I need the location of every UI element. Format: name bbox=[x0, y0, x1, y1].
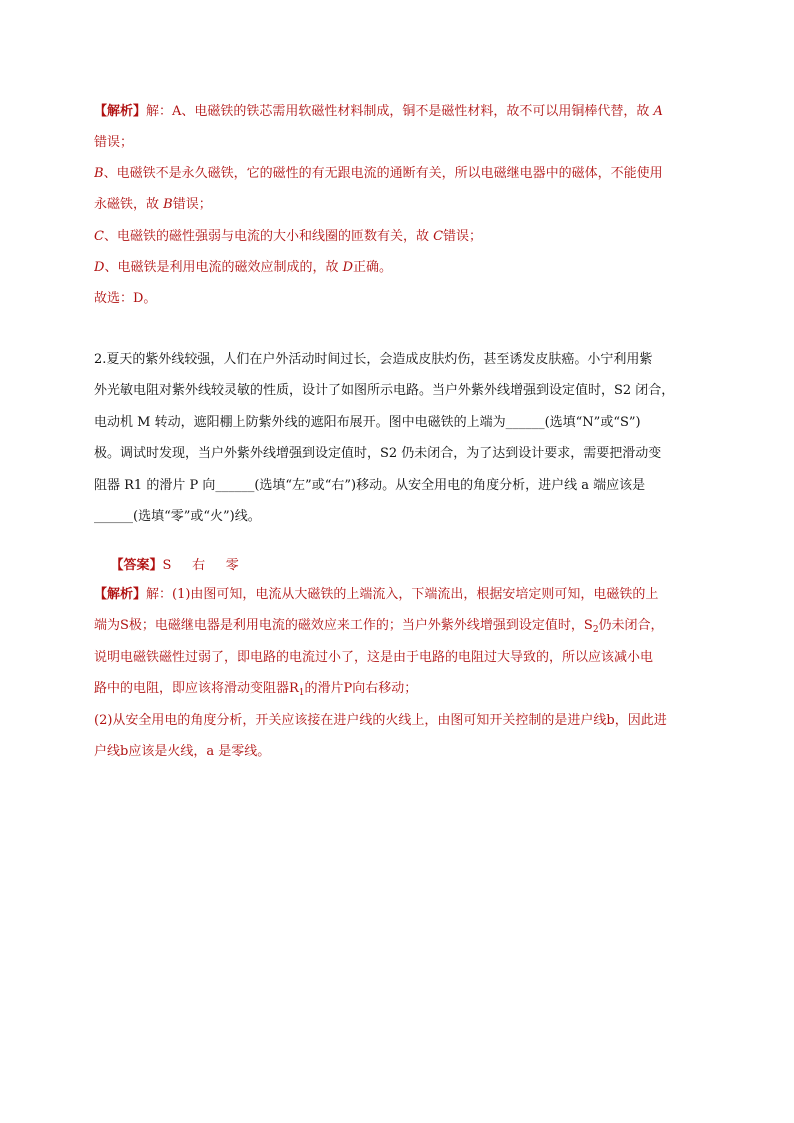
analysis1-line-4 bbox=[94, 196, 704, 214]
option-letter: A bbox=[653, 104, 663, 119]
question2-line-6: ______(选填“零”或“火”)线。 bbox=[94, 509, 261, 524]
analysis2-line-6: 户线b应该是火线，a 是零线。 bbox=[94, 744, 271, 759]
analysis2-text: 路中的电阻，即应该将滑动变阻器R bbox=[94, 681, 299, 696]
analysis1-text: 错误； bbox=[443, 229, 483, 244]
answer-tag: 【答案】 bbox=[110, 558, 163, 573]
option-letter: B bbox=[94, 166, 104, 181]
analysis1-line-2: 错误； bbox=[94, 135, 134, 150]
analysis2-text: 端为S极；电磁继电器是利用电流的磁效应来工作的；当户外紫外线增强到设定值时，S bbox=[94, 618, 593, 633]
question2-line-2: 外光敏电阻对紫外线较灵敏的性质，设计了如图所示电路。当户外紫外线增强到设定值时，S2 闭合， bbox=[94, 383, 675, 398]
analysis2-line-5: (2)从安全用电的角度分析，开关应该接在进户线的火线上，由图可知开关控制的是进户线b，因此进 bbox=[94, 713, 667, 728]
analysis1-text: 永磁铁，故 bbox=[94, 197, 164, 212]
option-letter: B bbox=[163, 197, 173, 212]
analysis2-line-3: 说明电磁铁磁性过弱了，即电路的电流过小了，这是由于电路的电阻过大导致的，所以应该减小电 bbox=[94, 650, 654, 665]
analysis1-text-a: 解：A、电磁铁的铁芯需用软磁性材料制成，铜不是磁性材料，故不可以用铜棒代替，故 bbox=[146, 104, 654, 119]
subscript: 1 bbox=[298, 688, 305, 698]
analysis-tag: 【解析】 bbox=[94, 104, 147, 119]
option-letter: D bbox=[342, 260, 354, 275]
question2-line-3: 电动机 M 转动，遮阳棚上防紫外线的遮阳布展开。图中电磁铁的上端为______(选填“N”或“S”) bbox=[94, 415, 641, 430]
analysis1-conclusion: 故选：D。 bbox=[94, 291, 157, 306]
analysis1-line-6 bbox=[94, 259, 704, 277]
analysis1-text: 、电磁铁的磁性强弱与电流的大小和线圈的匝数有关，故 bbox=[103, 229, 434, 244]
analysis2-text: 解：(1)由图可知，电流从大磁铁的上端流入，下端流出，根据安培定则可知，电磁铁的上 bbox=[146, 587, 659, 602]
answer-text: S 右 零 bbox=[162, 558, 239, 573]
option-letter: D bbox=[94, 260, 105, 275]
question2-line-4: 极。调试时发现，当户外紫外线增强到设定值时，S2 仍未闭合，为了达到设计要求，需要把滑动变 bbox=[94, 446, 662, 461]
analysis1-text: 错误； bbox=[172, 197, 212, 212]
option-letter: C bbox=[94, 229, 104, 244]
analysis-tag: 【解析】 bbox=[94, 587, 147, 602]
answer-line bbox=[94, 539, 704, 593]
analysis2-line-4 bbox=[94, 680, 704, 702]
analysis2-line-2 bbox=[94, 617, 704, 639]
question2-line-5: 阻器 R1 的滑片 P 向______(选填“左”或“右”)移动。从安全用电的角度分析，进户线 a 端应该是 bbox=[94, 478, 646, 493]
analysis2-line-1 bbox=[94, 586, 704, 604]
analysis1-line-5 bbox=[94, 228, 704, 246]
analysis1-text: 正确。 bbox=[353, 260, 393, 275]
analysis2-text: 仍未闭合， bbox=[598, 618, 664, 633]
analysis2-text: 的滑片P向右移动； bbox=[304, 681, 418, 696]
analysis1-text: 、电磁铁不是永久磁铁，它的磁性的有无跟电流的通断有关，所以电磁继电器中的磁体，不能使用 bbox=[103, 166, 663, 181]
question2-line-1: 2.夏天的紫外线较强，人们在户外活动时间过长，会造成皮肤灼伤，甚至诱发皮肤癌。小宁利用紫 bbox=[94, 352, 653, 367]
analysis1-line-3 bbox=[94, 165, 704, 183]
analysis1-line-1 bbox=[94, 103, 704, 121]
subscript: 2 bbox=[592, 625, 599, 635]
option-letter: C bbox=[433, 229, 444, 244]
analysis1-text: 、电磁铁是利用电流的磁效应制成的，故 bbox=[104, 260, 343, 275]
